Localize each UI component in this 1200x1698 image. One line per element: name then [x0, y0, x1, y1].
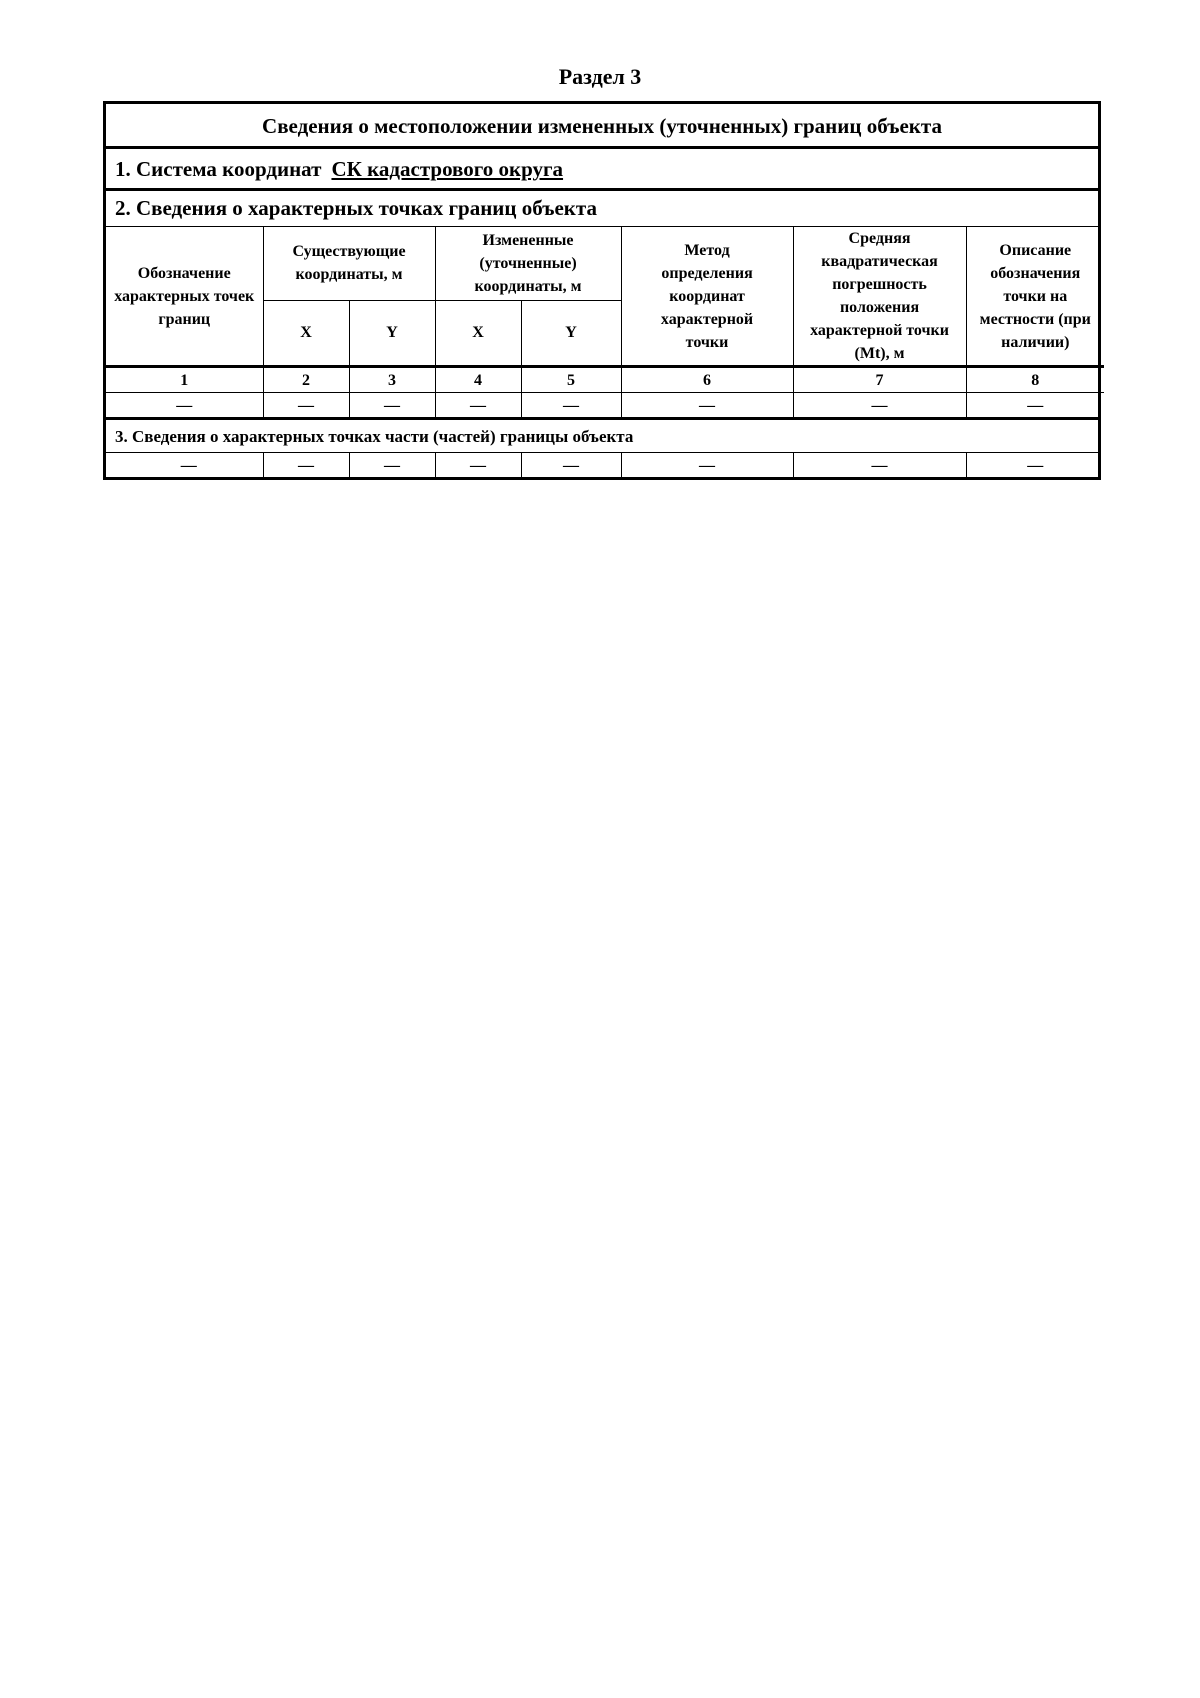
header-error: Средняя квадратическая погрешность положения характерной точки (Mt), м: [793, 227, 966, 367]
table-cell: —: [966, 393, 1104, 418]
coord-system-label: 1. Система координат: [115, 157, 322, 181]
table-cell: —: [621, 453, 793, 477]
header-changed-coords: Измененные (уточненные) координаты, м: [435, 227, 621, 300]
column-number: 5: [521, 367, 621, 393]
table-cell: —: [263, 453, 349, 477]
table-cell: —: [793, 393, 966, 418]
table-cell: —: [435, 393, 521, 418]
column-number: 4: [435, 367, 521, 393]
header-description: Описание обозначения точки на местности (при наличии): [966, 227, 1104, 367]
column-number: 1: [106, 367, 263, 393]
table-row: [106, 393, 1104, 418]
parts-table: [106, 453, 1104, 477]
table-cell: —: [621, 393, 793, 418]
header-changed-x: X: [435, 300, 521, 366]
form-main-title: Сведения о местоположении измененных (уточненных) границ объекта: [106, 104, 1098, 149]
coord-system-row: [106, 149, 1098, 191]
column-number: 3: [349, 367, 435, 393]
points-table: [106, 227, 1104, 417]
table-cell: —: [106, 453, 263, 477]
table-cell: —: [966, 453, 1104, 477]
table-row: [106, 453, 1104, 477]
column-numbers-row: [106, 367, 1104, 393]
table-cell: —: [106, 393, 263, 418]
header-existing-y: Y: [349, 300, 435, 366]
section-title: Раздел 3: [558, 64, 642, 89]
table-cell: —: [521, 453, 621, 477]
column-number: 6: [621, 367, 793, 393]
table-cell: —: [349, 393, 435, 418]
header-method: Метод определения координат характерной точки: [621, 227, 793, 367]
parts-section-title: 3. Сведения о характерных точках части (частей) границы объекта: [106, 417, 1098, 453]
table-cell: —: [263, 393, 349, 418]
table-cell: —: [521, 393, 621, 418]
column-number: 8: [966, 367, 1104, 393]
coord-system-value: СК кадастрового округа: [331, 157, 564, 181]
boundary-form: [103, 101, 1101, 480]
column-number: 7: [793, 367, 966, 393]
table-cell: —: [793, 453, 966, 477]
header-existing-x: X: [263, 300, 349, 366]
table-cell: —: [435, 453, 521, 477]
header-designation: Обозначение характерных точек границ: [106, 227, 263, 367]
table-cell: —: [349, 453, 435, 477]
header-changed-y: Y: [521, 300, 621, 366]
header-existing-coords: Существующие координаты, м: [263, 227, 435, 300]
points-section-title: 2. Сведения о характерных точках границ объекта: [106, 191, 1098, 227]
column-number: 2: [263, 367, 349, 393]
